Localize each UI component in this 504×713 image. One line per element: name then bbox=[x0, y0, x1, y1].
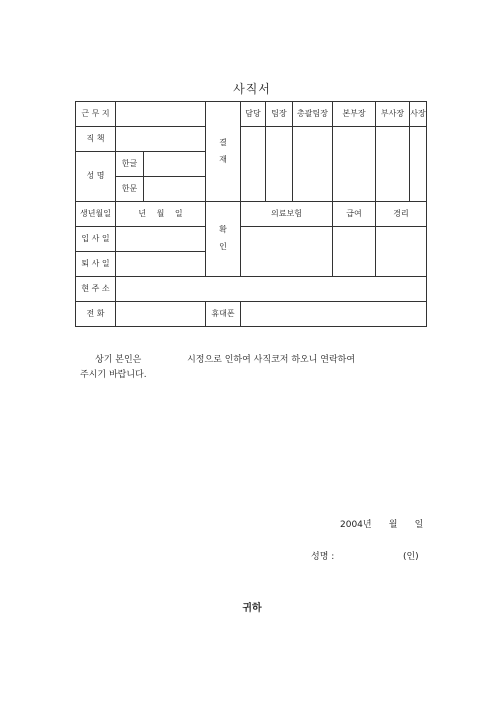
field-mobile[interactable] bbox=[241, 302, 427, 327]
confirm-item-2: 급여 bbox=[333, 202, 376, 227]
label-birthdate: 생년월일 bbox=[76, 202, 116, 227]
document-title: 사직서 bbox=[233, 82, 271, 96]
label-mobile: 휴대폰 bbox=[206, 302, 241, 327]
approval-sign-4[interactable] bbox=[333, 127, 376, 202]
confirm-label-char-1: 확 bbox=[219, 225, 227, 235]
confirm-item-1: 의료보험 bbox=[241, 202, 333, 227]
label-name-korean: 한글 bbox=[116, 152, 144, 177]
approval-role-2: 팀장 bbox=[266, 102, 293, 127]
field-phone[interactable] bbox=[116, 302, 206, 327]
field-name-korean[interactable] bbox=[144, 152, 206, 177]
statement-line-1: 상기 본인은 시정으로 인하여 사직코저 하오니 연락하여 bbox=[95, 355, 356, 365]
confirm-label-char-2: 인 bbox=[219, 242, 227, 251]
label-address: 현 주 소 bbox=[76, 277, 116, 302]
approval-sign-2[interactable] bbox=[266, 127, 293, 202]
approval-sign-1[interactable] bbox=[241, 127, 266, 202]
field-leave-date[interactable] bbox=[116, 252, 206, 277]
confirm-item-3: 경리 bbox=[376, 202, 427, 227]
approval-sign-6[interactable] bbox=[410, 127, 427, 202]
field-position[interactable] bbox=[116, 127, 206, 152]
approval-role-5: 부사장 bbox=[376, 102, 410, 127]
statement-line-2: 주시기 바랍니다. bbox=[80, 370, 147, 380]
confirm-sign-2[interactable] bbox=[333, 227, 376, 277]
approval-role-1: 담당 bbox=[241, 102, 266, 127]
field-address[interactable] bbox=[116, 277, 427, 302]
resignation-form-table bbox=[75, 101, 427, 327]
confirm-sign-1[interactable] bbox=[241, 227, 333, 277]
approval-sign-3[interactable] bbox=[293, 127, 333, 202]
confirm-sign-3[interactable] bbox=[376, 227, 427, 277]
label-position: 직 책 bbox=[76, 127, 116, 152]
label-leave-date: 퇴 사 일 bbox=[76, 252, 116, 277]
resignation-statement bbox=[80, 353, 435, 383]
label-join-date: 입 사 일 bbox=[76, 227, 116, 252]
field-name-hanja[interactable] bbox=[144, 177, 206, 202]
field-join-date[interactable] bbox=[116, 227, 206, 252]
approval-sign-5[interactable] bbox=[376, 127, 410, 202]
date-line: 2004년 월 일 bbox=[340, 520, 424, 530]
approval-label-char-2: 재 bbox=[219, 154, 227, 164]
approval-role-3: 총괄팀장 bbox=[293, 102, 333, 127]
label-workplace: 근 무 지 bbox=[76, 102, 116, 127]
confirm-label bbox=[206, 202, 241, 277]
approval-role-6: 사장 bbox=[410, 102, 427, 127]
label-phone: 전 화 bbox=[76, 302, 116, 327]
signature-line: 성명 : (인) bbox=[311, 552, 419, 562]
approval-role-4: 본부장 bbox=[333, 102, 376, 127]
field-birthdate[interactable]: 년 월 일 bbox=[116, 202, 206, 227]
approval-label-char-1: 결 bbox=[219, 137, 227, 147]
closing-addressee: 귀하 bbox=[242, 603, 262, 614]
field-workplace[interactable] bbox=[116, 102, 206, 127]
label-name: 성 명 bbox=[76, 152, 116, 202]
label-name-hanja: 한문 bbox=[116, 177, 144, 202]
approval-label bbox=[206, 102, 241, 202]
